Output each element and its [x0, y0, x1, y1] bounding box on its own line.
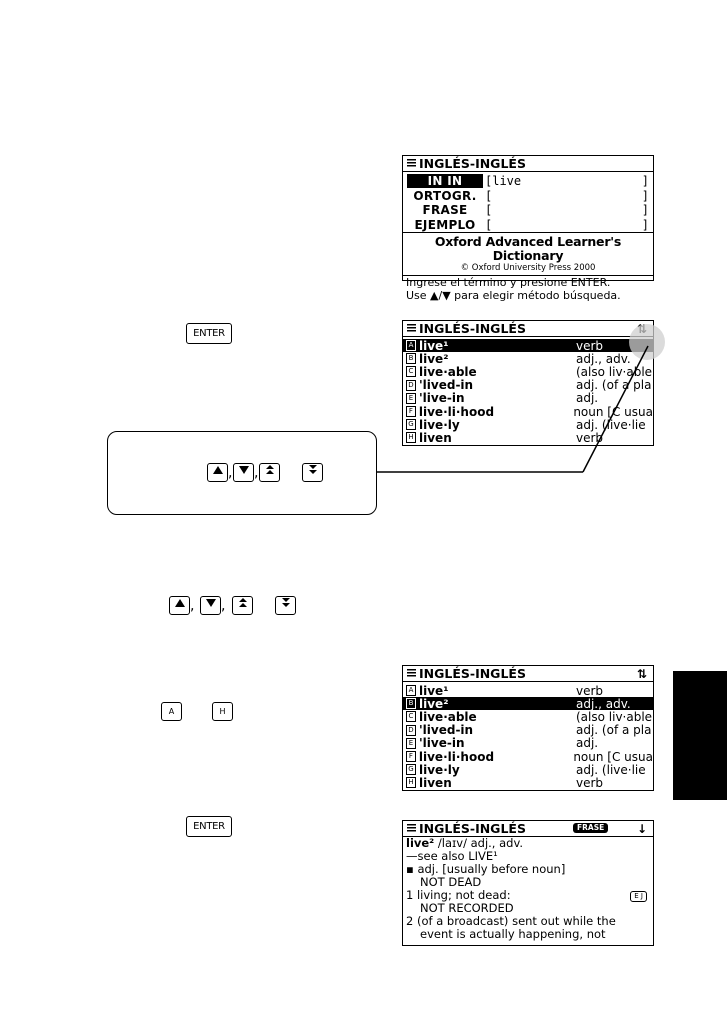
search-mode-frase[interactable]: FRASE [ ] [422, 203, 649, 218]
scroll-arrows-icon: ⇅ [636, 667, 647, 681]
enter-key[interactable]: ENTER [186, 816, 232, 837]
hint-line-1: Ingrese el término y presione ENTER. [406, 276, 611, 289]
list-item[interactable]: F live·li·hood noun [C usua [403, 405, 653, 418]
list-item[interactable]: G live·ly adj. (live·lie [403, 418, 653, 431]
list-item[interactable]: D 'lived-in adj. (of a pla [403, 379, 653, 392]
definition-line: —see also LIVE¹ [406, 849, 498, 863]
page-up-icon [264, 464, 276, 476]
separator: , [221, 598, 226, 614]
list-item[interactable]: F live·li·hood noun [C usua [403, 750, 653, 763]
definition-line: 1 living; not dead: E J [403, 889, 653, 902]
definition-line: live² /laɪv/ adj., adv. [406, 836, 524, 850]
search-mode-in-in[interactable]: IN IN [live ] [403, 174, 653, 189]
separator: , [254, 465, 259, 481]
down-key[interactable] [200, 596, 221, 615]
frase-input[interactable]: [ [485, 203, 493, 218]
definition-line: NOT RECORDED [420, 901, 514, 915]
page-down-icon [280, 597, 292, 609]
frase-badge: FRASE [573, 823, 608, 833]
page-up-icon [237, 597, 249, 609]
definition-line: event is actually happening, not [420, 927, 606, 941]
definition-screen [402, 820, 654, 946]
ej-badge[interactable]: E J [630, 891, 647, 902]
list-item[interactable]: H liven verb [403, 776, 653, 789]
definition-line: 2 (of a broadcast) sent out while the [406, 914, 616, 928]
list-item[interactable]: E 'live-in adj. [403, 392, 653, 405]
list-item[interactable]: G live·ly adj. (live·lie [403, 763, 653, 776]
list-screen-2 [402, 665, 654, 791]
list-item[interactable]: E 'live-in adj. [403, 737, 653, 750]
list-item[interactable]: C live·able (also liv·able [403, 710, 653, 723]
definition-line: ▪ adj. [usually before noun] [406, 862, 566, 876]
enter-key[interactable]: ENTER [186, 323, 232, 344]
dictionary-name: Oxford Advanced Learner's Dictionary [434, 234, 622, 263]
down-triangle-icon [238, 465, 250, 475]
list-item[interactable]: H liven verb [403, 431, 653, 444]
page-up-key[interactable] [259, 463, 280, 482]
screen-title: INGLÉS-INGLÉS [403, 156, 653, 172]
page-down-key[interactable] [275, 596, 296, 615]
definition-line: NOT DEAD [420, 875, 482, 889]
list-item[interactable]: A live¹ verb [403, 339, 653, 352]
a-key[interactable]: A [161, 702, 182, 721]
up-triangle-icon [212, 465, 224, 475]
up-key[interactable] [207, 463, 228, 482]
search-mode-ejemplo[interactable]: EJEMPLO [ ] [403, 218, 653, 234]
side-tab [673, 671, 727, 800]
page-down-key[interactable] [302, 463, 323, 482]
ejemplo-input[interactable]: [ [485, 217, 493, 232]
screen-title: INGLÉS-INGLÉS [403, 321, 653, 337]
page-up-key[interactable] [232, 596, 253, 615]
document-icon [407, 669, 416, 678]
separator: , [228, 465, 233, 481]
callout-box [107, 431, 377, 515]
hint-line-2: Use ▲/▼ para elegir método búsqueda. [406, 289, 621, 302]
copyright: © Oxford University Press 2000 [403, 263, 653, 276]
down-triangle-icon [205, 598, 217, 608]
page-down-icon [307, 464, 319, 476]
screen-title: INGLÉS-INGLÉS ⇅ [403, 666, 653, 682]
separator: , [190, 598, 195, 614]
ortogr-input[interactable]: [ [485, 188, 493, 203]
screen-title: INGLÉS-INGLÉS FRASE ↓ [403, 821, 653, 837]
list-item[interactable]: B live² adj., adv. [403, 697, 653, 710]
list-item[interactable]: A live¹ verb [403, 684, 653, 697]
h-key[interactable]: H [212, 702, 233, 721]
list-item[interactable]: D 'lived-in adj. (of a pla [403, 724, 653, 737]
document-icon [407, 824, 416, 833]
down-key[interactable] [233, 463, 254, 482]
scroll-down-icon: ↓ [636, 822, 647, 836]
list-item[interactable]: C live·able (also liv·able [403, 365, 653, 378]
up-key[interactable] [169, 596, 190, 615]
list-item[interactable]: B live² adj., adv. [403, 352, 653, 365]
search-mode-ortogr[interactable]: ORTOGR. [ ] [413, 188, 649, 203]
up-triangle-icon [174, 598, 186, 608]
search-input[interactable]: [live [485, 174, 522, 189]
